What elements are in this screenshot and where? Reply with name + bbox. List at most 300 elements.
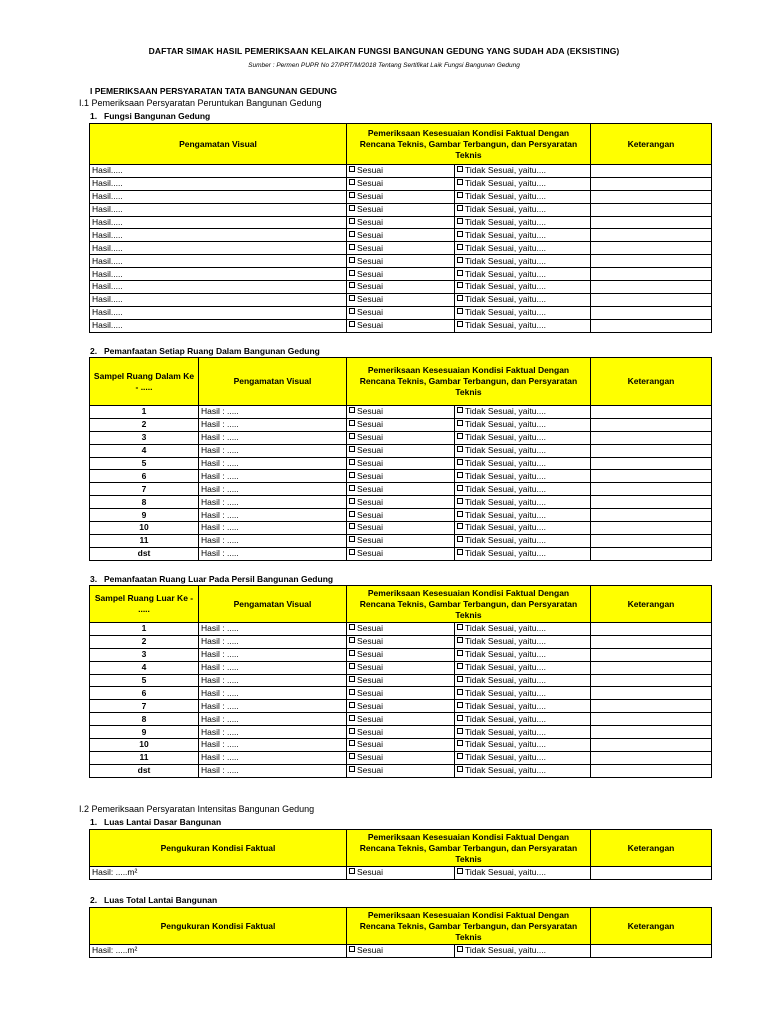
tidak-sesuai-option[interactable] — [455, 867, 591, 880]
checkbox-icon[interactable] — [457, 231, 463, 237]
checkbox-icon[interactable] — [457, 485, 463, 491]
keterangan-cell[interactable] — [591, 635, 712, 648]
keterangan-cell[interactable] — [591, 444, 712, 457]
table-row — [90, 635, 712, 648]
keterangan-cell[interactable] — [591, 623, 712, 636]
sesuai-option[interactable] — [347, 726, 455, 739]
table-ruang-dalam — [89, 357, 712, 561]
col-header-pengamatan: Pengamatan Visual — [199, 358, 347, 406]
table2-title: Pemanfaatan Setiap Ruang Dalam Bangunan Gedung — [104, 346, 320, 356]
hasil-cell: Hasil : ..... — [199, 406, 347, 419]
checkbox-icon[interactable] — [457, 270, 463, 276]
table-row — [90, 319, 712, 332]
checkbox-icon[interactable] — [457, 446, 463, 452]
keterangan-cell[interactable] — [591, 661, 712, 674]
checkbox-icon[interactable] — [457, 420, 463, 426]
checkbox-icon[interactable] — [457, 308, 463, 314]
sesuai-label: Sesuai — [357, 522, 383, 533]
sesuai-label: Sesuai — [357, 687, 383, 698]
tidak-sesuai-option[interactable] — [455, 418, 591, 431]
sesuai-option[interactable] — [347, 216, 455, 229]
tidak-sesuai-option[interactable] — [455, 648, 591, 661]
table5-title: Luas Total Lantai Bangunan — [104, 895, 218, 905]
tidak-sesuai-option[interactable] — [455, 190, 591, 203]
table-row — [90, 751, 712, 764]
sesuai-option[interactable] — [347, 496, 455, 509]
tidak-sesuai-option[interactable] — [455, 623, 591, 636]
hasil-cell: Hasil..... — [90, 268, 347, 281]
tidak-sesuai-option[interactable] — [455, 165, 591, 178]
col-header-keterangan: Keterangan — [591, 586, 712, 623]
table1-number: 1. — [90, 111, 98, 121]
sesuai-option[interactable] — [347, 764, 455, 777]
keterangan-cell[interactable] — [591, 522, 712, 535]
sesuai-option[interactable] — [347, 700, 455, 713]
checkbox-icon[interactable] — [349, 766, 355, 772]
checkbox-icon[interactable] — [349, 511, 355, 517]
tidak-sesuai-option[interactable] — [455, 177, 591, 190]
checkbox-icon[interactable] — [457, 715, 463, 721]
checkbox-icon[interactable] — [457, 536, 463, 542]
keterangan-cell[interactable] — [591, 945, 712, 958]
table2-heading — [90, 346, 320, 356]
checkbox-icon[interactable] — [349, 205, 355, 211]
tidak-sesuai-label: Tidak Sesuai, yaitu.... — [465, 739, 546, 750]
table-row — [90, 483, 712, 496]
checkbox-icon[interactable] — [457, 205, 463, 211]
tidak-sesuai-option[interactable] — [455, 457, 591, 470]
tidak-sesuai-label: Tidak Sesuai, yaitu.... — [465, 191, 546, 202]
tidak-sesuai-option[interactable] — [455, 509, 591, 522]
checkbox-icon[interactable] — [349, 459, 355, 465]
keterangan-cell[interactable] — [591, 216, 712, 229]
sesuai-option[interactable] — [347, 623, 455, 636]
checkbox-icon[interactable] — [349, 498, 355, 504]
checkbox-icon[interactable] — [457, 740, 463, 746]
checkbox-icon[interactable] — [457, 179, 463, 185]
sesuai-option[interactable] — [347, 648, 455, 661]
tidak-sesuai-option[interactable] — [455, 255, 591, 268]
sesuai-option[interactable] — [347, 687, 455, 700]
tidak-sesuai-label: Tidak Sesuai, yaitu.... — [465, 229, 546, 240]
checkbox-icon[interactable] — [349, 549, 355, 555]
tidak-sesuai-option[interactable] — [455, 726, 591, 739]
keterangan-cell[interactable] — [591, 406, 712, 419]
col-header-pengamatan: Pengamatan Visual — [199, 586, 347, 623]
keterangan-cell[interactable] — [591, 726, 712, 739]
sesuai-option[interactable] — [347, 293, 455, 306]
checkbox-icon[interactable] — [457, 676, 463, 682]
checkbox-icon[interactable] — [457, 753, 463, 759]
keterangan-cell[interactable] — [591, 483, 712, 496]
sesuai-label: Sesuai — [357, 548, 383, 559]
sample-number: 6 — [90, 687, 199, 700]
sesuai-option[interactable] — [347, 268, 455, 281]
col-header-pemeriksaan: Pemeriksaan Kesesuaian Kondisi Faktual Dengan Rencana Teknis, Gambar Terbangun, dan Persyaratan Teknis — [347, 830, 591, 867]
keterangan-cell[interactable] — [591, 867, 712, 880]
tidak-sesuai-option[interactable] — [455, 268, 591, 281]
sample-number: 1 — [90, 406, 199, 419]
tidak-sesuai-option[interactable] — [455, 945, 591, 958]
checkbox-icon[interactable] — [349, 295, 355, 301]
sesuai-label: Sesuai — [357, 406, 383, 417]
checkbox-icon[interactable] — [349, 485, 355, 491]
keterangan-cell[interactable] — [591, 229, 712, 242]
sesuai-option[interactable] — [347, 255, 455, 268]
table-row — [90, 203, 712, 216]
sesuai-label: Sesuai — [357, 662, 383, 673]
table-row — [90, 216, 712, 229]
keterangan-cell[interactable] — [591, 674, 712, 687]
hasil-cell: Hasil : ..... — [199, 674, 347, 687]
tidak-sesuai-option[interactable] — [455, 739, 591, 752]
tidak-sesuai-option[interactable] — [455, 522, 591, 535]
checkbox-icon[interactable] — [457, 257, 463, 263]
sample-number: 10 — [90, 739, 199, 752]
hasil-cell: Hasil..... — [90, 190, 347, 203]
hasil-cell: Hasil: .....m² — [90, 867, 347, 880]
keterangan-cell[interactable] — [591, 281, 712, 294]
table-fungsi-bangunan — [89, 123, 712, 333]
sample-number: 2 — [90, 635, 199, 648]
sample-number: 4 — [90, 444, 199, 457]
col-header-sampel: Sampel Ruang Dalam Ke - ..... — [90, 358, 199, 406]
hasil-cell: Hasil : ..... — [199, 623, 347, 636]
keterangan-cell[interactable] — [591, 255, 712, 268]
sesuai-option[interactable] — [347, 457, 455, 470]
checkbox-icon[interactable] — [457, 282, 463, 288]
hasil-cell: Hasil..... — [90, 293, 347, 306]
sesuai-option[interactable] — [347, 674, 455, 687]
keterangan-cell[interactable] — [591, 268, 712, 281]
checkbox-icon[interactable] — [349, 946, 355, 952]
sesuai-option[interactable] — [347, 470, 455, 483]
table-row — [90, 674, 712, 687]
col-header-keterangan: Keterangan — [591, 358, 712, 406]
sesuai-option[interactable] — [347, 306, 455, 319]
table5-heading — [90, 895, 217, 905]
checkbox-icon[interactable] — [349, 536, 355, 542]
sesuai-label: Sesuai — [357, 432, 383, 443]
checkbox-icon[interactable] — [349, 624, 355, 630]
sesuai-option[interactable] — [347, 945, 455, 958]
sample-number: dst — [90, 764, 199, 777]
sesuai-label: Sesuai — [357, 765, 383, 776]
checkbox-icon[interactable] — [457, 295, 463, 301]
checkbox-icon[interactable] — [349, 433, 355, 439]
sesuai-option[interactable] — [347, 190, 455, 203]
checkbox-icon[interactable] — [349, 676, 355, 682]
sesuai-option[interactable] — [347, 319, 455, 332]
checkbox-icon[interactable] — [349, 231, 355, 237]
sesuai-label: Sesuai — [357, 739, 383, 750]
checkbox-icon[interactable] — [349, 663, 355, 669]
tidak-sesuai-option[interactable] — [455, 319, 591, 332]
table-row — [90, 739, 712, 752]
tidak-sesuai-option[interactable] — [455, 242, 591, 255]
sesuai-option[interactable] — [347, 635, 455, 648]
tidak-sesuai-label: Tidak Sesuai, yaitu.... — [465, 713, 546, 724]
keterangan-cell[interactable] — [591, 648, 712, 661]
checkbox-icon[interactable] — [349, 179, 355, 185]
keterangan-cell[interactable] — [591, 431, 712, 444]
checkbox-icon[interactable] — [349, 523, 355, 529]
keterangan-cell[interactable] — [591, 293, 712, 306]
sesuai-option[interactable] — [347, 483, 455, 496]
sample-number: 4 — [90, 661, 199, 674]
table-luas-lantai-dasar — [89, 829, 712, 880]
tidak-sesuai-option[interactable] — [455, 406, 591, 419]
tidak-sesuai-option[interactable] — [455, 713, 591, 726]
keterangan-cell[interactable] — [591, 418, 712, 431]
table-row — [90, 764, 712, 777]
table4-title: Luas Lantai Dasar Bangunan — [104, 817, 222, 827]
hasil-cell: Hasil : ..... — [199, 418, 347, 431]
checkbox-icon[interactable] — [349, 702, 355, 708]
tidak-sesuai-label: Tidak Sesuai, yaitu.... — [465, 765, 546, 776]
keterangan-cell[interactable] — [591, 534, 712, 547]
checkbox-icon[interactable] — [457, 321, 463, 327]
keterangan-cell[interactable] — [591, 509, 712, 522]
hasil-cell: Hasil : ..... — [199, 739, 347, 752]
checkbox-icon[interactable] — [349, 446, 355, 452]
table-row — [90, 547, 712, 560]
keterangan-cell[interactable] — [591, 764, 712, 777]
table2-number: 2. — [90, 346, 98, 356]
col-header-pengamatan: Pengamatan Visual — [90, 124, 347, 165]
checkbox-icon[interactable] — [349, 308, 355, 314]
tidak-sesuai-option[interactable] — [455, 431, 591, 444]
table-row — [90, 418, 712, 431]
table-row — [90, 444, 712, 457]
sesuai-label: Sesuai — [357, 281, 383, 292]
tidak-sesuai-label: Tidak Sesuai, yaitu.... — [465, 867, 546, 878]
hasil-cell: Hasil..... — [90, 203, 347, 216]
tidak-sesuai-option[interactable] — [455, 700, 591, 713]
keterangan-cell[interactable] — [591, 700, 712, 713]
tidak-sesuai-label: Tidak Sesuai, yaitu.... — [465, 281, 546, 292]
sesuai-option[interactable] — [347, 444, 455, 457]
sesuai-option[interactable] — [347, 242, 455, 255]
checkbox-icon[interactable] — [349, 650, 355, 656]
tidak-sesuai-option[interactable] — [455, 764, 591, 777]
keterangan-cell[interactable] — [591, 751, 712, 764]
tidak-sesuai-option[interactable] — [455, 534, 591, 547]
checkbox-icon[interactable] — [349, 728, 355, 734]
sesuai-option[interactable] — [347, 177, 455, 190]
checkbox-icon[interactable] — [349, 472, 355, 478]
sesuai-option[interactable] — [347, 547, 455, 560]
checkbox-icon[interactable] — [349, 637, 355, 643]
keterangan-cell[interactable] — [591, 687, 712, 700]
keterangan-cell[interactable] — [591, 165, 712, 178]
checkbox-icon[interactable] — [457, 192, 463, 198]
sesuai-option[interactable] — [347, 281, 455, 294]
hasil-cell: Hasil..... — [90, 216, 347, 229]
keterangan-cell[interactable] — [591, 319, 712, 332]
col-header-keterangan: Keterangan — [591, 830, 712, 867]
checkbox-icon[interactable] — [349, 753, 355, 759]
keterangan-cell[interactable] — [591, 496, 712, 509]
sample-number: 8 — [90, 713, 199, 726]
sesuai-option[interactable] — [347, 867, 455, 880]
sample-number: 5 — [90, 674, 199, 687]
table4-heading — [90, 817, 221, 827]
tidak-sesuai-option[interactable] — [455, 444, 591, 457]
checkbox-icon[interactable] — [457, 166, 463, 172]
checkbox-icon[interactable] — [349, 270, 355, 276]
table5-number: 2. — [90, 895, 98, 905]
table-row — [90, 165, 712, 178]
sesuai-option[interactable] — [347, 406, 455, 419]
checkbox-icon[interactable] — [457, 472, 463, 478]
hasil-cell: Hasil : ..... — [199, 534, 347, 547]
sample-number: 11 — [90, 751, 199, 764]
sesuai-option[interactable] — [347, 418, 455, 431]
section-heading-1-2: I.2 Pemeriksaan Persyaratan Intensitas Bangunan Gedung — [79, 804, 315, 814]
tidak-sesuai-option[interactable] — [455, 293, 591, 306]
tidak-sesuai-label: Tidak Sesuai, yaitu.... — [465, 217, 546, 227]
sesuai-label: Sesuai — [357, 675, 383, 685]
tidak-sesuai-option[interactable] — [455, 751, 591, 764]
table-row — [90, 268, 712, 281]
checkbox-icon[interactable] — [349, 244, 355, 250]
checkbox-icon[interactable] — [457, 459, 463, 465]
table-row — [90, 623, 712, 636]
keterangan-cell[interactable] — [591, 190, 712, 203]
checkbox-icon[interactable] — [457, 624, 463, 630]
sesuai-label: Sesuai — [357, 649, 383, 660]
tidak-sesuai-option[interactable] — [455, 229, 591, 242]
checkbox-icon[interactable] — [349, 282, 355, 288]
checkbox-icon[interactable] — [457, 244, 463, 250]
checkbox-icon[interactable] — [457, 407, 463, 413]
tidak-sesuai-option[interactable] — [455, 674, 591, 687]
tidak-sesuai-label: Tidak Sesuai, yaitu.... — [465, 649, 546, 660]
checkbox-icon[interactable] — [457, 689, 463, 695]
checkbox-icon[interactable] — [349, 715, 355, 721]
sesuai-option[interactable] — [347, 431, 455, 444]
sesuai-label: Sesuai — [357, 229, 383, 240]
checkbox-icon[interactable] — [457, 663, 463, 669]
keterangan-cell[interactable] — [591, 242, 712, 255]
checkbox-icon[interactable] — [349, 407, 355, 413]
tidak-sesuai-label: Tidak Sesuai, yaitu.... — [465, 726, 546, 737]
document-source: Sumber : Permen PUPR No 27/PRT/M/2018 Tentang Sertifikat Laik Fungsi Bangunan Gedung — [248, 62, 520, 69]
sesuai-option[interactable] — [347, 534, 455, 547]
sample-number: 9 — [90, 509, 199, 522]
sesuai-label: Sesuai — [357, 483, 383, 494]
checkbox-icon[interactable] — [349, 192, 355, 198]
sample-number: 6 — [90, 470, 199, 483]
table-row — [90, 726, 712, 739]
tidak-sesuai-option[interactable] — [455, 306, 591, 319]
tidak-sesuai-option[interactable] — [455, 216, 591, 229]
keterangan-cell[interactable] — [591, 177, 712, 190]
hasil-cell: Hasil : ..... — [199, 522, 347, 535]
sesuai-option[interactable] — [347, 751, 455, 764]
keterangan-cell[interactable] — [591, 457, 712, 470]
table4-number: 1. — [90, 817, 98, 827]
table3-heading — [90, 574, 333, 584]
sesuai-label: Sesuai — [357, 191, 383, 202]
tidak-sesuai-option[interactable] — [455, 661, 591, 674]
sesuai-option[interactable] — [347, 661, 455, 674]
sample-number: 5 — [90, 457, 199, 470]
tidak-sesuai-label: Tidak Sesuai, yaitu.... — [465, 432, 546, 443]
tidak-sesuai-option[interactable] — [455, 635, 591, 648]
checkbox-icon[interactable] — [349, 420, 355, 426]
checkbox-icon[interactable] — [457, 637, 463, 643]
checkbox-icon[interactable] — [457, 766, 463, 772]
keterangan-cell[interactable] — [591, 739, 712, 752]
tidak-sesuai-option[interactable] — [455, 687, 591, 700]
sesuai-option[interactable] — [347, 229, 455, 242]
keterangan-cell[interactable] — [591, 547, 712, 560]
tidak-sesuai-option[interactable] — [455, 203, 591, 216]
sample-number: dst — [90, 547, 199, 560]
tidak-sesuai-label: Tidak Sesuai, yaitu.... — [465, 675, 546, 685]
tidak-sesuai-option[interactable] — [455, 281, 591, 294]
sesuai-label: Sesuai — [357, 242, 383, 253]
keterangan-cell[interactable] — [591, 306, 712, 319]
checkbox-icon[interactable] — [457, 498, 463, 504]
checkbox-icon[interactable] — [457, 218, 463, 224]
hasil-cell: Hasil..... — [90, 319, 347, 332]
col-header-pengukuran: Pengukuran Kondisi Faktual — [90, 908, 347, 945]
table-row — [90, 242, 712, 255]
tidak-sesuai-label: Tidak Sesuai, yaitu.... — [465, 255, 546, 266]
checkbox-icon[interactable] — [349, 218, 355, 224]
checkbox-icon[interactable] — [349, 257, 355, 263]
sesuai-option[interactable] — [347, 165, 455, 178]
checkbox-icon[interactable] — [349, 166, 355, 172]
tidak-sesuai-option[interactable] — [455, 496, 591, 509]
checkbox-icon[interactable] — [349, 868, 355, 874]
hasil-cell: Hasil : ..... — [199, 764, 347, 777]
checkbox-icon[interactable] — [349, 689, 355, 695]
sesuai-option[interactable] — [347, 713, 455, 726]
checkbox-icon[interactable] — [457, 868, 463, 874]
checkbox-icon[interactable] — [457, 433, 463, 439]
checkbox-icon[interactable] — [349, 321, 355, 327]
checkbox-icon[interactable] — [457, 523, 463, 529]
keterangan-cell[interactable] — [591, 713, 712, 726]
tidak-sesuai-option[interactable] — [455, 483, 591, 496]
table-row — [90, 293, 712, 306]
sesuai-option[interactable] — [347, 739, 455, 752]
table3-title: Pemanfaatan Ruang Luar Pada Persil Bangunan Gedung — [104, 574, 334, 584]
tidak-sesuai-label: Tidak Sesuai, yaitu.... — [465, 700, 546, 711]
keterangan-cell[interactable] — [591, 203, 712, 216]
tidak-sesuai-option[interactable] — [455, 547, 591, 560]
checkbox-icon[interactable] — [349, 740, 355, 746]
sesuai-option[interactable] — [347, 203, 455, 216]
checkbox-icon[interactable] — [457, 946, 463, 952]
tidak-sesuai-label: Tidak Sesuai, yaitu.... — [465, 662, 546, 673]
checkbox-icon[interactable] — [457, 650, 463, 656]
sesuai-label: Sesuai — [357, 496, 383, 507]
sesuai-option[interactable] — [347, 509, 455, 522]
table-row — [90, 522, 712, 535]
checkbox-icon[interactable] — [457, 702, 463, 708]
checkbox-icon[interactable] — [457, 511, 463, 517]
sesuai-option[interactable] — [347, 522, 455, 535]
tidak-sesuai-option[interactable] — [455, 470, 591, 483]
checkbox-icon[interactable] — [457, 549, 463, 555]
keterangan-cell[interactable] — [591, 470, 712, 483]
checkbox-icon[interactable] — [457, 728, 463, 734]
